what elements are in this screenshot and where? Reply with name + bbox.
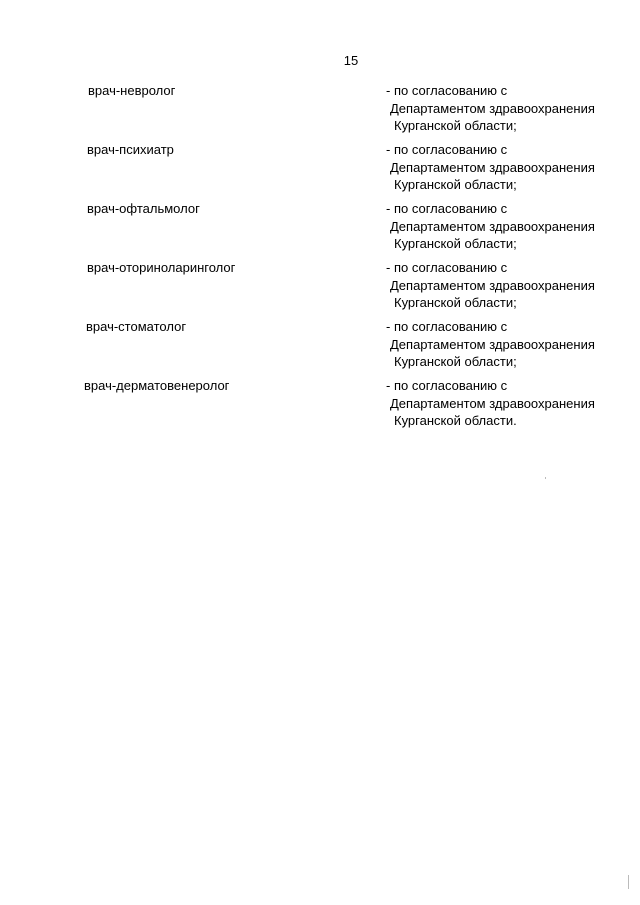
approval-note-line: - по согласованию с (386, 260, 508, 275)
role-label: врач-оториноларинголог (87, 260, 236, 275)
role-label: врач-дерматовенеролог (84, 378, 230, 393)
approval-note-line: Курганской области; (394, 354, 517, 369)
scan-speck (628, 875, 629, 889)
list-item-dentist (0, 318, 640, 372)
approval-note-line: Департаментом здравоохранения (390, 218, 595, 234)
approval-note-line: - по согласованию с (386, 83, 508, 98)
list-item-dermatovenereologist (0, 377, 640, 431)
approval-note (386, 82, 595, 135)
approval-note-line: Департаментом здравоохранения (390, 277, 595, 293)
approval-note-line: Департаментом здравоохранения (390, 395, 595, 411)
approval-note (386, 259, 595, 312)
approval-note-line: Департаментом здравоохранения (390, 159, 595, 175)
scan-speck (545, 477, 546, 479)
list-item-ophthalmologist (0, 200, 640, 254)
role-label: врач-невролог (88, 83, 176, 98)
approval-note (386, 377, 595, 430)
approval-note-line: Департаментом здравоохранения (390, 336, 595, 352)
approval-note (386, 200, 595, 253)
approval-note-line: Курганской области; (394, 118, 517, 133)
approval-note-line: Курганской области; (394, 177, 517, 192)
role-label: врач-стоматолог (86, 319, 187, 334)
role-label: врач-офтальмолог (87, 201, 200, 216)
approval-note-line: - по согласованию с (386, 319, 508, 334)
list-item-neurologist (0, 82, 640, 136)
list-item-psychiatrist (0, 141, 640, 195)
approval-note-line: - по согласованию с (386, 142, 508, 157)
approval-note (386, 318, 595, 371)
approval-note-line: - по согласованию с (386, 201, 508, 216)
approval-note-line: Департаментом здравоохранения (390, 100, 595, 116)
approval-note-line: - по согласованию с (386, 378, 508, 393)
approval-note-line: Курганской области; (394, 236, 517, 251)
list-item-otorhinolaryngologist (0, 259, 640, 313)
approval-note-line: Курганской области. (394, 413, 517, 428)
approval-note-line: Курганской области; (394, 295, 517, 310)
page-number: 15 (343, 53, 359, 68)
approval-note (386, 141, 595, 194)
role-label: врач-психиатр (87, 142, 174, 157)
